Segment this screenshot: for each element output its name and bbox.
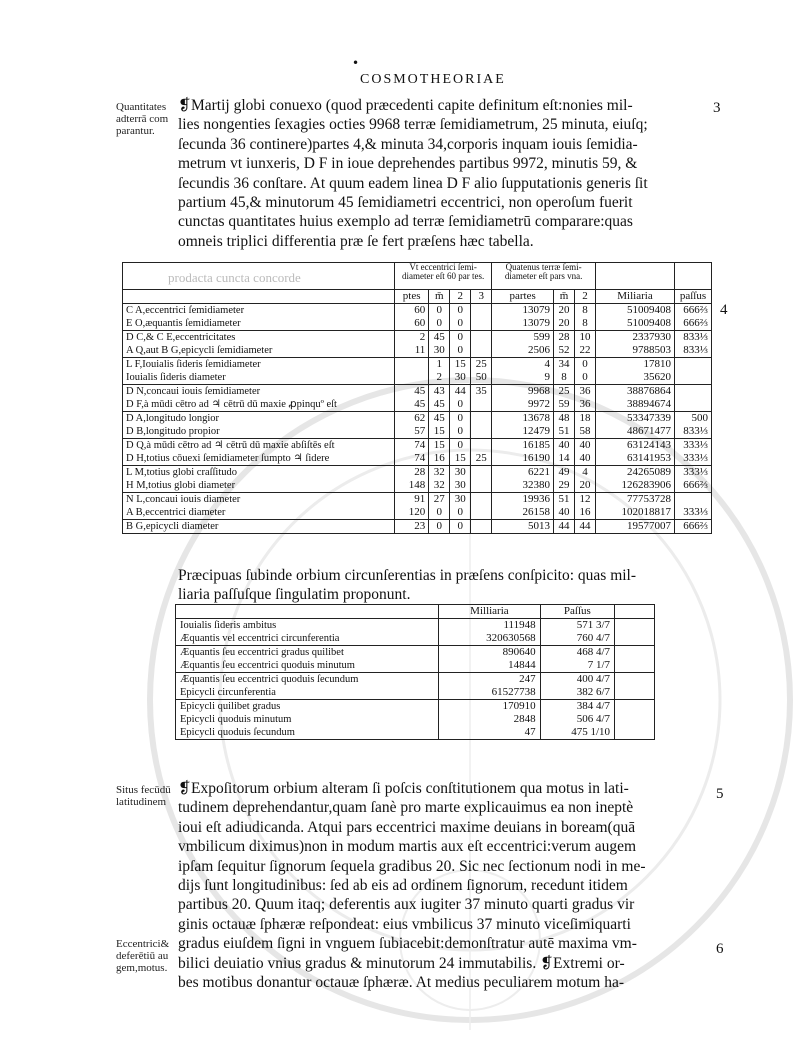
- table-header-cell: [123, 263, 395, 290]
- table-cell: 45: [395, 385, 429, 399]
- table-cell: 50: [471, 371, 492, 385]
- row-label: E O,æquantis ſemidiameter: [123, 317, 395, 331]
- table-cell: 20: [554, 317, 575, 331]
- table-row: [123, 358, 712, 372]
- table-cell: 63141953: [596, 452, 675, 466]
- row-label: D C,& C E,eccentricitates: [123, 331, 395, 345]
- table-cell: 1: [429, 358, 450, 372]
- show-through-text: prodacta cuncta concorde: [168, 270, 301, 285]
- text-line: bes motibus donantur octauæ ſphæræ. At medius peculiarem motum ha-: [178, 974, 624, 992]
- table-cell: 170910: [439, 700, 540, 714]
- table-cell: 8: [575, 304, 596, 318]
- table-header-cell: Milliaria: [439, 605, 540, 619]
- table-cell: [471, 520, 492, 534]
- table-cell: 400 4/7: [540, 673, 614, 687]
- table-cell: 500: [675, 412, 712, 426]
- table-cell: 43: [429, 385, 450, 399]
- text-line: ❡Expoſitorum orbium alteram ſi poſcis conſtitutionem qua motus in lati-: [178, 780, 629, 797]
- table-cell: [395, 358, 429, 372]
- table-cell: [471, 317, 492, 331]
- table-cell: 40: [554, 439, 575, 453]
- table-cell: 60: [395, 317, 429, 331]
- table-cell: 20: [554, 304, 575, 318]
- table-cell: 30: [429, 344, 450, 358]
- table-cell: 61527738: [439, 686, 540, 700]
- text-line: Præcipuas ſubinde orbium circunſerentias in præſens conſpicito: quas mil-: [178, 567, 637, 584]
- table-cell: 13079: [492, 317, 554, 331]
- table-cell: 0: [450, 520, 471, 534]
- table-cell: 833⅓: [675, 425, 712, 439]
- margin-number-4: 4: [720, 302, 728, 318]
- table-cell: 40: [575, 439, 596, 453]
- table-cell: [395, 371, 429, 385]
- sidenote-quantitates: Quantitates adterrā com parantur.: [116, 101, 169, 137]
- text-line: ioui eſt adiudicanda. Atqui pars eccentrici maxime deuians in boream(quā: [178, 818, 636, 836]
- table-cell: 30: [450, 371, 471, 385]
- table-cell: 0: [450, 344, 471, 358]
- table-cell: 38876864: [596, 385, 675, 399]
- table-cell: 49: [554, 466, 575, 480]
- table-cell: 28: [554, 331, 575, 345]
- row-label: D N,concaui iouis ſemidiameter: [123, 385, 395, 399]
- row-label: Epicycli quoduis ſecundum: [176, 726, 439, 740]
- table-cell: [471, 412, 492, 426]
- table-cell: 111948: [439, 619, 540, 633]
- table-unit-cell: m̄: [554, 290, 575, 304]
- table-cell: 28: [395, 466, 429, 480]
- table-unit-cell: [123, 290, 395, 304]
- row-label: N L,concaui iouis diameter: [123, 493, 395, 507]
- table-cell-empty: [615, 713, 655, 726]
- table-cell: 24265089: [596, 466, 675, 480]
- table-cell-empty: [615, 673, 655, 687]
- table-cell: 6221: [492, 466, 554, 480]
- table-cell: 8: [575, 317, 596, 331]
- table-cell: 666⅔: [675, 520, 712, 534]
- table-cell: [471, 425, 492, 439]
- table-cell: 51009408: [596, 304, 675, 318]
- table-cell: 0: [450, 425, 471, 439]
- row-label: Iouialis ſideris ambitus: [176, 619, 439, 633]
- table-cell: 45: [429, 412, 450, 426]
- table-unit-cell: Miliaria: [596, 290, 675, 304]
- margin-number-6: 6: [716, 941, 724, 957]
- text-line: gradus eiuſdem ſigni in vnguem ſubiacebit:demonſtratur autē maxima vm-: [178, 935, 637, 953]
- row-label: D B,longitudo propior: [123, 425, 395, 439]
- table-cell: 63124143: [596, 439, 675, 453]
- row-label: B G,epicycli diameter: [123, 520, 395, 534]
- table-cell: 2848: [439, 713, 540, 726]
- table-cell-empty: [615, 686, 655, 700]
- table-cell: 36: [575, 398, 596, 412]
- table-cell: 333⅓: [675, 506, 712, 520]
- table-cell: 16: [429, 452, 450, 466]
- table-cell: 35620: [596, 371, 675, 385]
- table-cell: [471, 479, 492, 493]
- text-line: ❡Martij globi conuexo (quod præcedenti capite definitum eſt:nonies mil-: [178, 97, 633, 114]
- text-line: bilici deuiatio vnius gradus & minutorum 24 immutabilis. ❡Extremi or-: [178, 954, 625, 972]
- table-cell: 247: [439, 673, 540, 687]
- table-row: [176, 659, 655, 673]
- table-cell: 32380: [492, 479, 554, 493]
- text-line: liaria paſſuſque ſingulatim proponunt.: [178, 586, 411, 604]
- table-cell: [471, 304, 492, 318]
- table-cell: 833⅓: [675, 344, 712, 358]
- table-cell: 25: [471, 452, 492, 466]
- table-header-cell: Vt eccentrici ſemi-diameter eſt 60 par tes.: [395, 263, 492, 290]
- table-cell-empty: [615, 659, 655, 673]
- table-cell: 23: [395, 520, 429, 534]
- table-cell: 0: [450, 317, 471, 331]
- table-cell: 77753728: [596, 493, 675, 507]
- table-unit-cell: m̄: [429, 290, 450, 304]
- table-cell: [471, 466, 492, 480]
- table-cell: 45: [429, 331, 450, 345]
- text-line: metrum vt iunxeris, D F in ioue deprehendes partibus 9972, minutis 59, &: [178, 155, 638, 173]
- table-cell: 19577007: [596, 520, 675, 534]
- table-cell: 22: [575, 344, 596, 358]
- table-cell: 0: [450, 439, 471, 453]
- table-cell: 74: [395, 439, 429, 453]
- table-cell: 48671477: [596, 425, 675, 439]
- table-cell: 599: [492, 331, 554, 345]
- table-cell: 17810: [596, 358, 675, 372]
- table-unit-cell: 3: [471, 290, 492, 304]
- table-row: [176, 713, 655, 726]
- table-cell: 16185: [492, 439, 554, 453]
- row-label: Iouialis ſideris diameter: [123, 371, 395, 385]
- table-cell: 60: [395, 304, 429, 318]
- table-cell: [471, 439, 492, 453]
- table-cell: 126283906: [596, 479, 675, 493]
- table-cell: 9: [492, 371, 554, 385]
- table-cell: 40: [554, 506, 575, 520]
- table-cell: 52: [554, 344, 575, 358]
- table-cell: 40: [575, 452, 596, 466]
- table-cell: 25: [471, 358, 492, 372]
- row-label: Epicycli quilibet gradus: [176, 700, 439, 714]
- table-cell: 16190: [492, 452, 554, 466]
- table-row: [123, 412, 712, 426]
- table-unit-cell: partes: [492, 290, 554, 304]
- table-row: [176, 686, 655, 700]
- table-cell: 5013: [492, 520, 554, 534]
- table-cell: 15: [450, 358, 471, 372]
- running-head: COSMOTHEORIAE: [360, 72, 506, 87]
- table-row: [176, 632, 655, 646]
- row-label: Epicycli quoduis minutum: [176, 713, 439, 726]
- margin-number-5: 5: [716, 786, 724, 802]
- table-cell: 333⅓: [675, 439, 712, 453]
- table-row: [176, 673, 655, 687]
- text-line: cunctas quantitates huius exemplo ad terræ ſemidiametrū comparare:quas: [178, 213, 633, 231]
- table-cell: 12: [575, 493, 596, 507]
- table-row: [123, 493, 712, 507]
- table-cell: 2506: [492, 344, 554, 358]
- row-label: D H,totius cōuexi ſemidiameter ſumpto ♃ ſidere: [123, 452, 395, 466]
- table-cell: 12479: [492, 425, 554, 439]
- table-cell-empty: [615, 726, 655, 740]
- row-label: Æquantis ſeu eccentrici gradus quilibet: [176, 646, 439, 660]
- table-row: [123, 304, 712, 318]
- row-label: L F,Iouialis ſideris ſemidiameter: [123, 358, 395, 372]
- table-cell: 102018817: [596, 506, 675, 520]
- table-cell: [675, 371, 712, 385]
- row-label: Æquantis ſeu eccentrici quoduis minutum: [176, 659, 439, 673]
- ornament-dot: •: [352, 56, 360, 70]
- row-label: L M,totius globi craſſitudo: [123, 466, 395, 480]
- row-label: D Q,à mūdi cētro ad ♃ cētrū dū maxie abſiſtēs eſt: [123, 439, 395, 453]
- table-cell: 9788503: [596, 344, 675, 358]
- table-cell: 44: [575, 520, 596, 534]
- table-cell: [471, 398, 492, 412]
- table-cell: 13079: [492, 304, 554, 318]
- table-cell: 2: [395, 331, 429, 345]
- table-cell: 35: [471, 385, 492, 399]
- table-cell: 62: [395, 412, 429, 426]
- table-row: [123, 398, 712, 412]
- sidenote-eccentrici: Eccentrici& deferētiū au gem,motus.: [116, 938, 170, 974]
- table-cell: 760 4/7: [540, 632, 614, 646]
- table-cell: 30: [450, 493, 471, 507]
- table-cell: 468 4/7: [540, 646, 614, 660]
- table-cell: 0: [429, 520, 450, 534]
- table-cell: 45: [429, 398, 450, 412]
- table-row: [123, 479, 712, 493]
- table-cell: 48: [554, 412, 575, 426]
- table-cell: 45: [395, 398, 429, 412]
- table-cell: 2337930: [596, 331, 675, 345]
- table-cell: 506 4/7: [540, 713, 614, 726]
- table-cell: 51009408: [596, 317, 675, 331]
- row-label: D A,longitudo longior: [123, 412, 395, 426]
- table-cell: 666⅔: [675, 479, 712, 493]
- table-cell: 16: [575, 506, 596, 520]
- table-cell: 0: [450, 398, 471, 412]
- table-row: [123, 344, 712, 358]
- table-cell: 333⅓: [675, 452, 712, 466]
- table-cell: 0: [575, 358, 596, 372]
- table-cell: 475 1/10: [540, 726, 614, 740]
- table-cell: 333⅓: [675, 466, 712, 480]
- table-cell: 59: [554, 398, 575, 412]
- table-cell: 47: [439, 726, 540, 740]
- table-row: [176, 646, 655, 660]
- row-label: Æquantis vel eccentrici circunferentia: [176, 632, 439, 646]
- table-cell: 27: [429, 493, 450, 507]
- table-row: [176, 726, 655, 740]
- table-cell: 0: [450, 412, 471, 426]
- table-cell: 91: [395, 493, 429, 507]
- table-cell: 666⅔: [675, 317, 712, 331]
- table-row: [123, 452, 712, 466]
- table-row: [123, 425, 712, 439]
- text-line: ſecundis 36 conſtare. At quum eadem linea D F alio ſupputationis generis ſit: [178, 174, 648, 192]
- text-line: lies nongenties ſexagies octies 9968 terræ ſemidiametrum, 25 minuta, eiuſq;: [178, 116, 648, 134]
- table-cell: 10: [575, 331, 596, 345]
- paragraph-martij: [178, 96, 710, 251]
- table-cell: [675, 493, 712, 507]
- table-cell: 0: [450, 331, 471, 345]
- quantities-table: [122, 262, 712, 534]
- row-label: Æquantis ſeu eccentrici quoduis ſecundum: [176, 673, 439, 687]
- table-cell: 0: [429, 506, 450, 520]
- margin-number-3: 3: [713, 100, 721, 116]
- table-unit-cell: paſſus: [675, 290, 712, 304]
- row-label: A B,eccentrici diameter: [123, 506, 395, 520]
- table-cell: 51: [554, 425, 575, 439]
- table-cell: 666⅔: [675, 304, 712, 318]
- table-cell: 833⅓: [675, 331, 712, 345]
- table-cell: 8: [554, 371, 575, 385]
- table-cell: 18: [575, 412, 596, 426]
- table-row: [123, 506, 712, 520]
- table-cell: 38894674: [596, 398, 675, 412]
- text-line: ginis octauæ ſphæræ reſpondeat: eius vmbilicus 37 minuto viceſimiquarti: [178, 915, 631, 933]
- table-cell-empty: [615, 619, 655, 633]
- table-cell: 58: [575, 425, 596, 439]
- table-cell: 890640: [439, 646, 540, 660]
- table-cell: [471, 331, 492, 345]
- sidenote-situs: Situs fecūdū latitudinem: [116, 784, 171, 808]
- table-row: [176, 619, 655, 633]
- table-cell: 382 6/7: [540, 686, 614, 700]
- table-cell: 32: [429, 479, 450, 493]
- table-cell: 15: [450, 452, 471, 466]
- table-row: [123, 331, 712, 345]
- table-cell: 4: [492, 358, 554, 372]
- table-cell: 30: [450, 466, 471, 480]
- table-cell: 0: [429, 304, 450, 318]
- table-row: [123, 385, 712, 399]
- row-label: A Q,aut B G,epicycli ſemidiameter: [123, 344, 395, 358]
- table-cell: 0: [429, 317, 450, 331]
- table-cell: 14: [554, 452, 575, 466]
- table-cell-empty: [615, 700, 655, 714]
- text-line: ipſam ſequitur ſignorum ſequela gradibus 20. Sic nec ſectionum nodi in me-: [178, 857, 646, 875]
- table-header-cell: [596, 263, 675, 290]
- table-cell: 29: [554, 479, 575, 493]
- table-cell-empty: [615, 646, 655, 660]
- table-unit-cell: 2: [575, 290, 596, 304]
- row-label: C A,eccentrici ſemidiameter: [123, 304, 395, 318]
- row-label: Epicycli circunferentia: [176, 686, 439, 700]
- table-cell: 384 4/7: [540, 700, 614, 714]
- paragraph-expositorum: [178, 779, 710, 992]
- table-cell: 34: [554, 358, 575, 372]
- row-label: H M,totius globi diameter: [123, 479, 395, 493]
- text-line: tudinem deprehendantur,quam ſanè pro marte explicauimus ea non ineptè: [178, 799, 634, 817]
- table-cell: 20: [575, 479, 596, 493]
- table-cell: [471, 506, 492, 520]
- table-cell: 14844: [439, 659, 540, 673]
- table-cell: 571 3/7: [540, 619, 614, 633]
- table-cell: 32: [429, 466, 450, 480]
- circumferences-table: [175, 604, 655, 740]
- table-cell: [471, 493, 492, 507]
- table-cell: 11: [395, 344, 429, 358]
- text-line: ſecunda 36 continere)partes 4,& minuta 34,corporis inquam iouis ſemidia-: [178, 135, 638, 153]
- table-header-cell: [675, 263, 712, 290]
- table-cell: [675, 398, 712, 412]
- table-cell: 74: [395, 452, 429, 466]
- table-cell: 19936: [492, 493, 554, 507]
- table-cell: 26158: [492, 506, 554, 520]
- table-cell: 13678: [492, 412, 554, 426]
- table-row: [123, 317, 712, 331]
- table-unit-cell: 2: [450, 290, 471, 304]
- table-row: [123, 371, 712, 385]
- table-row: [123, 520, 712, 534]
- table-cell: 30: [450, 479, 471, 493]
- table-header-cell: Quatenus terræ ſemi-diameter eſt pars vna.: [492, 263, 596, 290]
- table-cell-empty: [615, 632, 655, 646]
- row-label: D F,à mūdi cētro ad ♃ cētrū dū maxie ꝓpinquº eſt: [123, 398, 395, 412]
- table-cell: 4: [575, 466, 596, 480]
- text-line: dijs ſunt longitudinibus: ſed ab eis ad ordinem ſignorum, recedunt itidem: [178, 877, 628, 895]
- table-cell: 44: [450, 385, 471, 399]
- table-cell: 51: [554, 493, 575, 507]
- table-row: [123, 439, 712, 453]
- table-cell: 36: [575, 385, 596, 399]
- text-line: omneis triplici differentia præ ſe fert præſens hæc tabella.: [178, 232, 534, 250]
- table-cell: 15: [429, 425, 450, 439]
- table-cell: 44: [554, 520, 575, 534]
- table-cell: 9972: [492, 398, 554, 412]
- table-cell: 148: [395, 479, 429, 493]
- text-line: vmbilicum diximus)non in modum martis aux eſt eccentrici:verum augem: [178, 838, 637, 856]
- table-header-cell: [176, 605, 439, 619]
- paragraph-praecipuas: [178, 566, 710, 605]
- table-cell: 57: [395, 425, 429, 439]
- table-cell: 120: [395, 506, 429, 520]
- table-header-cell: Paſſus: [540, 605, 614, 619]
- table-cell: [675, 385, 712, 399]
- table-unit-cell: ptes: [395, 290, 429, 304]
- table-cell: 7 1/7: [540, 659, 614, 673]
- table-cell: 320630568: [439, 632, 540, 646]
- table-cell: 0: [575, 371, 596, 385]
- table-cell: [471, 344, 492, 358]
- table-cell: 2: [429, 371, 450, 385]
- table-cell: 25: [554, 385, 575, 399]
- table-row: [176, 700, 655, 714]
- table-row: [123, 466, 712, 480]
- table-header-cell: [615, 605, 655, 619]
- text-line: partium 45,& minutorum 45 ſemidiametri eccentrici, non operoſum fuerit: [178, 194, 633, 212]
- table-cell: 53347339: [596, 412, 675, 426]
- table-cell: 15: [429, 439, 450, 453]
- table-cell: 0: [450, 506, 471, 520]
- table-cell: 9968: [492, 385, 554, 399]
- table-cell: 0: [450, 304, 471, 318]
- table-cell: [675, 358, 712, 372]
- text-line: partibus 20. Quum itaq; deferentis aux iugiter 37 minuto quarti gradus vir: [178, 896, 635, 914]
